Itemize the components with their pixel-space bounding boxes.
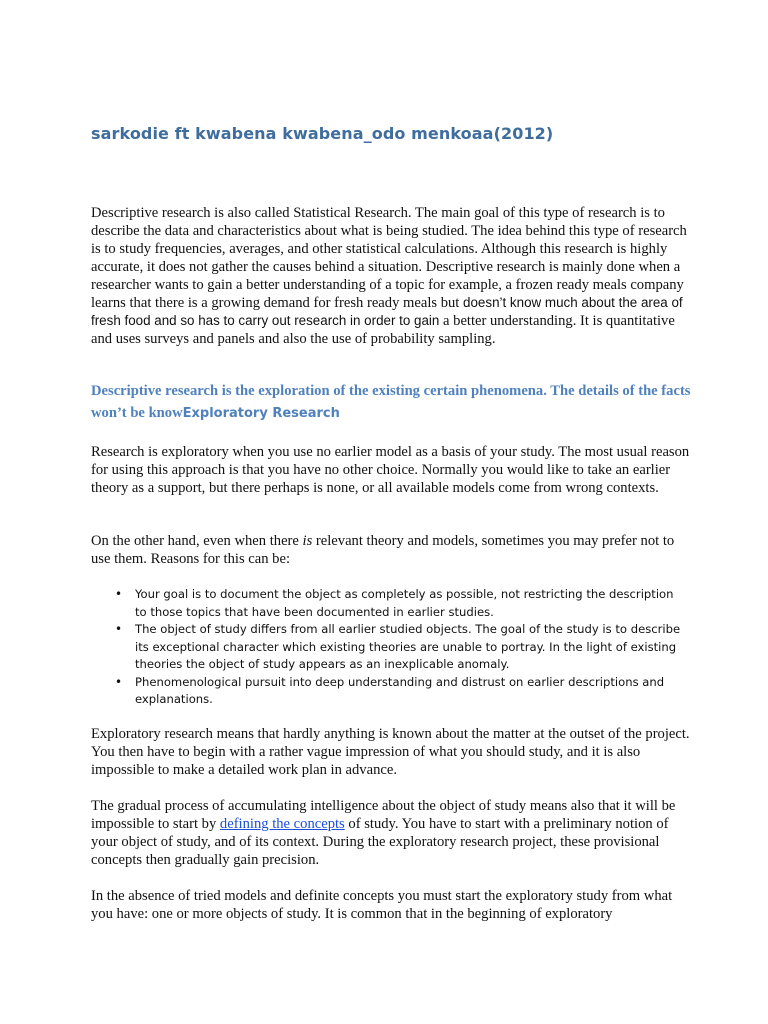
paragraph-hardly-known: Exploratory research means that hardly anything is known about the matter at the outset of the project. You then have to begin with a rather vague impression of what you should study, and it is also impossible to make a detailed work plan in advance. bbox=[91, 726, 690, 778]
list-item bbox=[91, 621, 681, 674]
paragraph-descriptive-research bbox=[91, 204, 691, 348]
section-heading bbox=[91, 380, 691, 425]
defining-concepts-link[interactable]: defining the concepts bbox=[219, 816, 345, 832]
section-heading-main: Descriptive research is the exploration of the existing certain phenomena. The details of the facts won’t be know bbox=[91, 383, 691, 421]
paragraph-exploratory-definition: Research is exploratory when you use no earlier model as a basis of your study. The most usual reason for using this approach is that you have no other choice. Normally you would like to take an earlier theory as a support, but there perhaps is none, or all available models come from wrong contexts. bbox=[91, 444, 690, 496]
paragraph-text: Descriptive research is also called Statistical Research. The main goal of this type of research is to describe the data and characteristics about what is being studied. The idea behind this type of research is to study frequencies, averages, and other statistical calculations. Although this research is highly accurate, it does not gather the causes behind a situation. Descriptive research is mainly done when a researcher wants to gain a better understanding of a topic for example, a frozen ready meals company learns that there is a growing demand for fresh ready meals but bbox=[91, 205, 687, 311]
list-item-text: The object of study differs from all earlier studied objects. The goal of the study is to describe its exceptional character which existing theories are unable to portray. In the light of existing theories the object of study appears as an inexplicable anomaly. bbox=[135, 622, 681, 671]
paragraph-absence-models: In the absence of tried models and definite concepts you must start the exploratory study from what you have: one or more objects of study. It is common that in the beginning of exploratory bbox=[91, 888, 673, 922]
paragraph-text-end: a better understanding. It is quantitative and uses surveys and panels and also the use of probability sampling. bbox=[91, 313, 675, 347]
paragraph-other-hand bbox=[91, 532, 691, 568]
paragraph-text: relevant theory and models, sometimes you may prefer not to use them. Reasons for this can be: bbox=[91, 533, 675, 567]
document-title: sarkodie ft kwabena kwabena_odo menkoaa(2012) bbox=[91, 124, 554, 143]
list-item bbox=[91, 586, 681, 621]
bullet-icon: • bbox=[115, 622, 123, 636]
italic-emphasis: is bbox=[302, 533, 313, 549]
list-item-text: Your goal is to document the object as completely as possible, not restricting the description to those topics that have been documented in earlier studies. bbox=[135, 587, 674, 619]
paragraph-text: On the other hand, even when there bbox=[91, 533, 303, 549]
list-item-text: Phenomenological pursuit into deep understanding and distrust on earlier descriptions and explanations. bbox=[135, 674, 665, 706]
paragraph-text-sans: doesn’t know much about the area of fresh food and so has to carry out research in order to gain bbox=[91, 295, 683, 328]
paragraph-gradual-process bbox=[91, 797, 691, 869]
bullet-icon: • bbox=[115, 674, 123, 689]
reasons-list bbox=[91, 586, 681, 709]
list-item bbox=[91, 674, 681, 709]
paragraph-text: of study. You have to start with a preliminary notion of your object of study, and of its context. During the exploratory research project, these provisional concepts then gradually gain precision. bbox=[91, 816, 669, 868]
paragraph-text: The gradual process of accumulating intelligence about the object of study means also that it will be impossible to start by bbox=[91, 798, 676, 832]
bullet-icon: • bbox=[115, 587, 123, 601]
section-heading-tail: Exploratory Research bbox=[182, 406, 340, 421]
